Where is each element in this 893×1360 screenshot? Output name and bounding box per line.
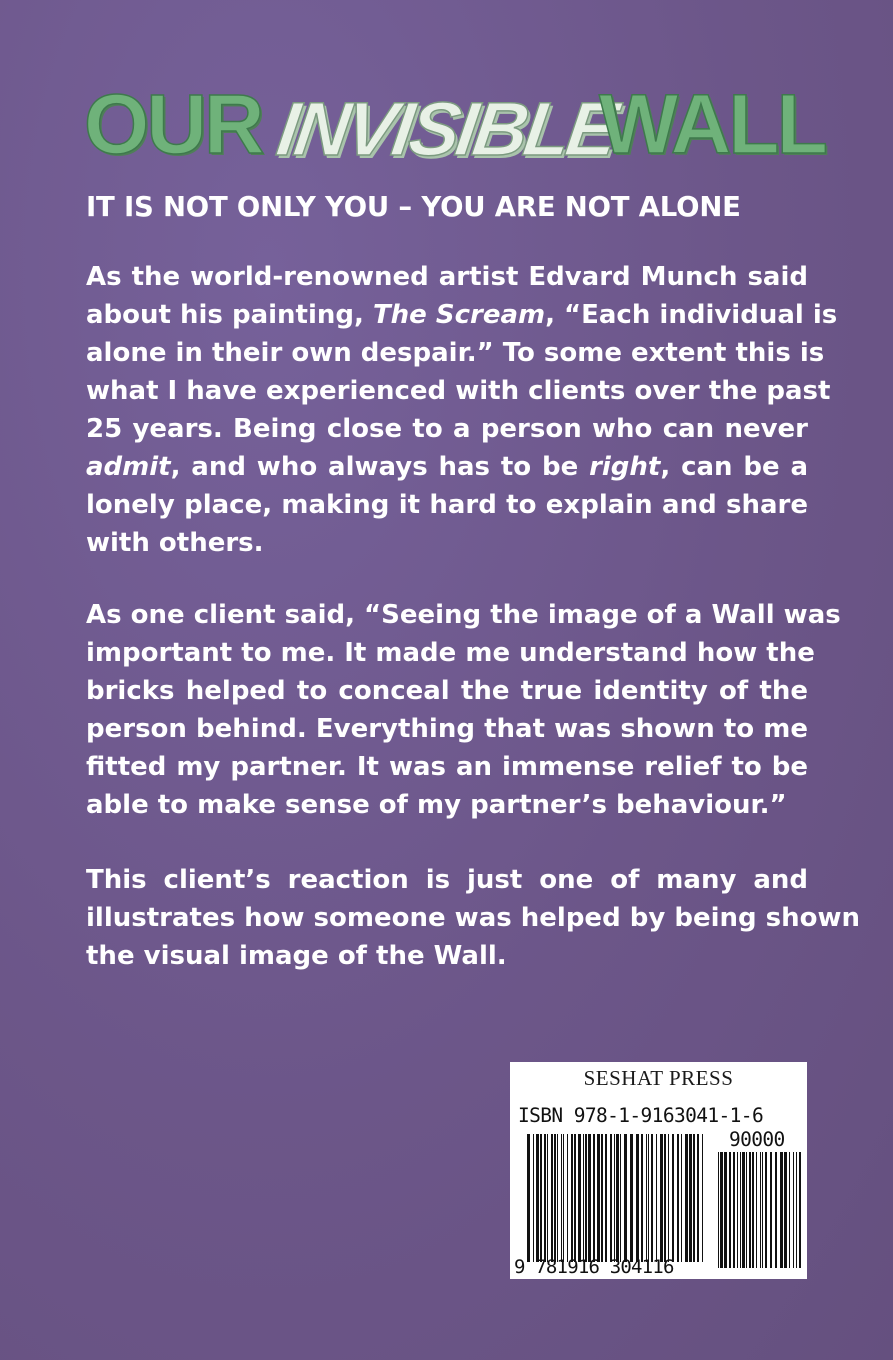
barcode-bar — [796, 1152, 797, 1268]
barcode-bar — [760, 1152, 761, 1268]
paragraph-line: bricks helped to conceal the true identity of the — [86, 676, 808, 706]
price-code: 90000 — [729, 1128, 785, 1151]
title-word-our: OUR — [84, 77, 262, 171]
barcode-bar — [574, 1134, 576, 1262]
barcode-bar — [547, 1134, 548, 1262]
barcode-bar — [789, 1152, 790, 1268]
barcode-bar — [651, 1134, 653, 1262]
barcode-bar — [614, 1134, 615, 1262]
barcode-bar — [540, 1134, 542, 1262]
barcode-bar — [567, 1134, 568, 1262]
title-word-invisible: INVISIBLE — [272, 87, 620, 172]
barcode-bar — [742, 1152, 745, 1268]
barcode-bar — [588, 1134, 591, 1262]
paragraph-munch-quote — [86, 258, 838, 562]
barcode-bar — [544, 1134, 546, 1262]
barcode-bar — [784, 1152, 787, 1268]
barcode-bar — [557, 1134, 558, 1262]
paragraph-line: able to make sense of my partner’s behaviour.” — [86, 790, 787, 820]
barcode-bar — [746, 1152, 747, 1268]
barcode-bar — [775, 1152, 777, 1268]
barcode-bar — [756, 1152, 757, 1268]
barcode-bar — [793, 1152, 794, 1268]
barcode-bar — [752, 1152, 754, 1268]
barcode-bar — [733, 1152, 735, 1268]
barcode-bar — [646, 1134, 647, 1262]
barcode-bar — [636, 1134, 639, 1262]
barcode-bar — [578, 1134, 581, 1262]
barcode-bar — [677, 1134, 679, 1262]
barcode-bar — [527, 1134, 530, 1262]
barcode-bar — [720, 1152, 723, 1268]
barcode-bar — [641, 1134, 643, 1262]
paragraph-line: with others. — [86, 528, 264, 558]
barcode-bar — [685, 1134, 688, 1262]
barcode-bar — [729, 1152, 731, 1268]
barcode-bar — [702, 1134, 703, 1262]
barcode-bar — [536, 1134, 539, 1262]
barcode-bar — [597, 1134, 600, 1262]
barcode-bar — [765, 1152, 767, 1268]
barcode-bar — [583, 1134, 584, 1262]
subtitle: IT IS NOT ONLY YOU – YOU ARE NOT ALONE — [86, 191, 741, 223]
paragraph-line: alone in their own despair.” To some extent this is — [86, 338, 825, 368]
paragraph-client-quote — [86, 596, 841, 824]
publisher-name: SESHAT PRESS — [583, 1066, 734, 1090]
paragraph-conclusion — [86, 861, 861, 975]
barcode-bar — [585, 1134, 587, 1262]
barcode-bar — [770, 1152, 772, 1268]
barcode-bar — [737, 1152, 738, 1268]
paragraph-line: illustrates how someone was helped by being shown — [86, 903, 861, 933]
paragraph-line: As one client said, “Seeing the image of a Wall was — [86, 600, 841, 630]
barcode-bar — [749, 1152, 751, 1268]
barcode-bar — [648, 1134, 649, 1262]
paragraph-line: about his painting, The Scream, “Each individual is — [86, 300, 838, 330]
barcode-bar — [697, 1134, 699, 1262]
barcode-bar — [551, 1134, 553, 1262]
barcode-bar — [593, 1134, 595, 1262]
barcode-bar — [554, 1134, 556, 1262]
barcode-bar — [780, 1152, 783, 1268]
barcode-bar — [681, 1134, 682, 1262]
barcode-bar — [718, 1152, 719, 1268]
barcode-bar — [672, 1134, 674, 1262]
barcode-bar — [693, 1134, 695, 1262]
barcode-bar — [664, 1134, 666, 1262]
barcode-bar — [533, 1134, 534, 1262]
paragraph-line: admit, and who always has to be right, can be a — [86, 452, 808, 482]
paragraph-line: As the world-renowned artist Edvard Munch said — [86, 262, 808, 292]
paragraph-line: what I have experienced with clients over the past — [86, 376, 831, 406]
isbn-text: ISBN 978-1-9163041-1-6 — [518, 1104, 764, 1127]
barcode-bar — [601, 1134, 603, 1262]
barcode-bar — [656, 1134, 657, 1262]
barcode-addon-icon — [717, 1152, 801, 1268]
barcode-bar — [610, 1134, 612, 1262]
barcode-bar — [689, 1134, 692, 1262]
paragraph-line: the visual image of the Wall. — [86, 941, 507, 971]
barcode-bar — [561, 1134, 562, 1262]
barcode-bar — [624, 1134, 627, 1262]
paragraph-line: person behind. Everything that was shown to me — [86, 714, 808, 744]
barcode-bar — [630, 1134, 633, 1262]
barcode-bar — [724, 1152, 727, 1268]
barcode-bar — [563, 1134, 564, 1262]
barcode-panel — [510, 1062, 807, 1279]
barcode-bar — [762, 1152, 763, 1268]
barcode-bar — [799, 1152, 801, 1268]
paragraph-line: fitted my partner. It was an immense relief to be — [86, 752, 808, 782]
paragraph-line: important to me. It made me understand how the — [86, 638, 815, 668]
title-word-wall: WALL — [599, 77, 825, 171]
barcode-bar — [620, 1134, 621, 1262]
barcode-bar — [660, 1134, 663, 1262]
ean-digits: 9 781916 304116 — [514, 1256, 674, 1278]
barcode-bar — [571, 1134, 573, 1262]
barcode-bar — [616, 1134, 619, 1262]
book-title — [84, 77, 825, 172]
barcode-bar — [668, 1134, 669, 1262]
paragraph-line: 25 years. Being close to a person who can never — [86, 414, 808, 444]
barcode-bar — [740, 1152, 741, 1268]
barcode-main-icon — [526, 1134, 706, 1262]
paragraph-line: This client’s reaction is just one of many and — [86, 865, 808, 895]
paragraph-line: lonely place, making it hard to explain and share — [86, 490, 808, 520]
barcode-bar — [605, 1134, 607, 1262]
